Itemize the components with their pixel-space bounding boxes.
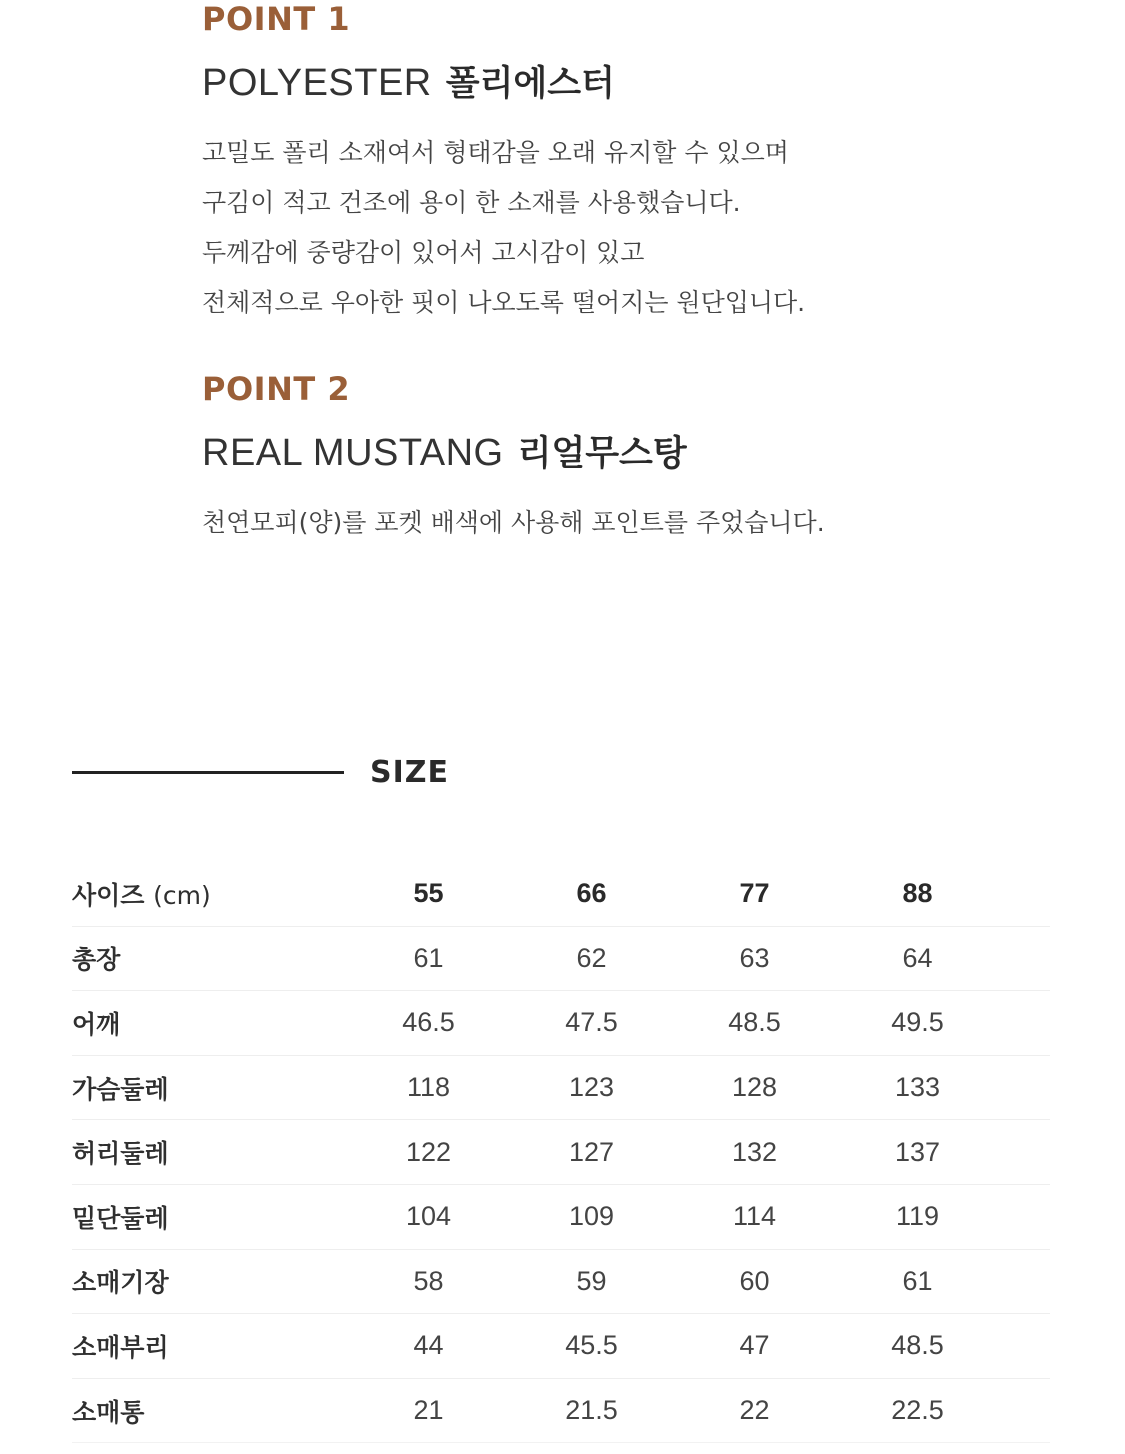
table-cell: 47.5 <box>565 1007 618 1038</box>
table-cell: 132 <box>731 1136 778 1167</box>
table-row <box>72 991 1050 1056</box>
table-cell: 133 <box>894 1072 941 1103</box>
table-cell: 62 <box>576 942 607 973</box>
table-cell: 123 <box>568 1072 615 1103</box>
point-2-label: POINT 2 <box>202 370 351 408</box>
size-table-header-row <box>72 862 1050 927</box>
row-label: 총장 <box>72 945 121 975</box>
point-1-label: POINT 1 <box>202 0 351 38</box>
size-section-title: SIZE <box>370 754 450 790</box>
table-cell: 48.5 <box>891 1330 944 1361</box>
size-divider-line <box>72 771 344 774</box>
size-header-label-text: 사이즈 <box>72 880 145 910</box>
table-cell: 22.5 <box>891 1395 944 1426</box>
table-cell: 64 <box>902 942 933 973</box>
table-row <box>72 1250 1050 1315</box>
point-1-description-line: 구김이 적고 건조에 용이 한 소재를 사용했습니다. <box>202 188 741 217</box>
table-cell: 46.5 <box>402 1007 455 1038</box>
size-section-header <box>72 750 449 794</box>
point-1-description-line: 전체적으로 우아한 핏이 나오도록 떨어지는 원단입니다. <box>202 288 806 317</box>
size-header-cell: 77 <box>739 878 770 909</box>
table-cell: 22 <box>739 1395 770 1426</box>
table-cell: 21 <box>413 1395 444 1426</box>
table-cell: 109 <box>568 1201 615 1232</box>
size-header-cell: 55 <box>413 878 444 909</box>
table-cell: 44 <box>413 1330 444 1361</box>
point-1-title-ko: 폴리에스터 <box>445 64 615 104</box>
size-header-unit: (cm) <box>153 880 211 910</box>
table-row <box>72 1056 1050 1121</box>
size-header-cell: 66 <box>576 878 607 909</box>
table-cell: 127 <box>568 1136 615 1167</box>
table-cell: 128 <box>731 1072 778 1103</box>
point-1-description <box>202 128 805 328</box>
table-cell: 45.5 <box>565 1330 618 1361</box>
table-cell: 118 <box>406 1072 451 1103</box>
point-1-description-line: 고밀도 폴리 소재여서 형태감을 오래 유지할 수 있으며 <box>202 138 789 167</box>
row-label: 허리둘레 <box>72 1139 169 1169</box>
table-row <box>72 927 1050 992</box>
row-label: 가슴둘레 <box>72 1074 169 1104</box>
table-cell: 60 <box>739 1265 770 1296</box>
row-label: 밑단둘레 <box>72 1203 169 1233</box>
size-header-cell: 88 <box>902 878 933 909</box>
point-2-description-line: 천연모피(양)를 포켓 배색에 사용해 포인트를 주었습니다. <box>202 508 825 537</box>
table-cell: 48.5 <box>728 1007 781 1038</box>
size-table <box>72 862 1050 1443</box>
row-label: 소매기장 <box>72 1268 169 1298</box>
table-cell: 119 <box>895 1201 940 1232</box>
point-2-title-en: REAL MUSTANG <box>202 432 504 474</box>
point-2-description <box>202 498 825 548</box>
table-cell: 49.5 <box>891 1007 944 1038</box>
table-cell: 58 <box>413 1265 444 1296</box>
table-cell: 63 <box>739 942 770 973</box>
table-cell: 61 <box>902 1265 933 1296</box>
table-row <box>72 1314 1050 1379</box>
point-2-title <box>202 426 687 476</box>
table-cell: 59 <box>576 1265 607 1296</box>
point-1-title-en: POLYESTER <box>202 62 432 104</box>
size-table-header-label <box>72 876 347 912</box>
table-cell: 21.5 <box>565 1395 618 1426</box>
table-cell: 61 <box>413 942 444 973</box>
point-1-description-line: 두께감에 중량감이 있어서 고시감이 있고 <box>202 238 645 267</box>
row-label: 소매통 <box>72 1397 145 1427</box>
table-cell: 114 <box>732 1201 777 1232</box>
point-1-title <box>202 56 615 106</box>
row-label: 소매부리 <box>72 1332 169 1362</box>
table-cell: 122 <box>405 1136 452 1167</box>
row-label: 어깨 <box>72 1009 121 1039</box>
table-cell: 104 <box>405 1201 452 1232</box>
table-cell: 47 <box>739 1330 770 1361</box>
table-row <box>72 1379 1050 1444</box>
table-cell: 137 <box>894 1136 941 1167</box>
table-row <box>72 1185 1050 1250</box>
table-row <box>72 1120 1050 1185</box>
point-2-title-ko: 리얼무스탕 <box>517 434 687 474</box>
